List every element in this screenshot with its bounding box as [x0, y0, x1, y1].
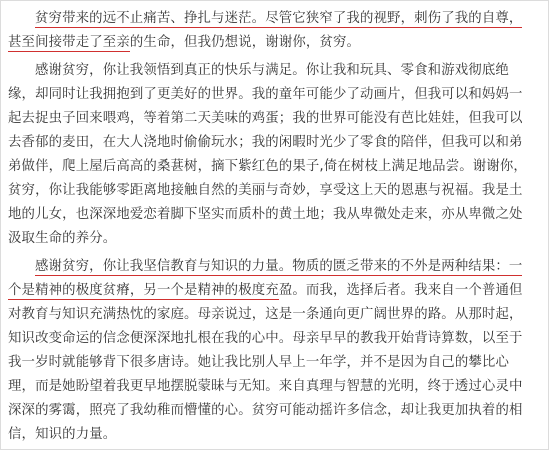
text-line: 知识改变命运的信念便深深地扎根在我的心中。母亲早早的教我开始背诗算数，以至于 — [8, 331, 523, 346]
text-line: 汲取生命的养分。 — [8, 231, 117, 246]
underlined-text: 甚至间接带走了至亲 — [8, 35, 130, 50]
text-line — [8, 7, 537, 31]
text-line: 理，而是她盼望着我更早地摆脱蒙昧与无知。来自真理与智慧的光明，终于透过心灵中 — [8, 379, 523, 394]
text-line — [8, 31, 537, 55]
text-line — [8, 279, 537, 303]
text-line: 地的儿女，也深深地爱恋着脚下坚实而质朴的黄土地；我从卑微处走来，亦从卑微之处 — [8, 207, 523, 222]
text-line: 弟做伴，爬上屋后高高的桑葚树，摘下紫红色的果子,倚在树枝上满足地品尝。谢谢你， — [8, 159, 527, 174]
plain-text: 盈。而我，选择后者。我来自一个普通但 — [278, 283, 523, 298]
text-line: 感谢贫穷，你让我领悟到真正的快乐与满足。你让我和玩具、零食和游戏彻底绝 — [35, 63, 509, 78]
underlined-text: 贫穷带来的远不止痛苦、挣扎与迷茫。尽管它狭窄了我的视野，刺伤了我的自尊， — [35, 11, 523, 26]
text-line: 信，知识的力量。 — [8, 427, 117, 442]
text-line: 贫穷，你让我能够零距离地接触自然的美丽与奇妙，享受这上天的恩惠与祝福。我是土 — [8, 183, 523, 198]
text-line: 去香郁的麦田，在大人浇地时偷偷玩水；我的闲暇时光少了零食的陪伴，但我可以和弟 — [8, 135, 523, 150]
text-line — [8, 255, 537, 279]
paragraph-nature — [8, 59, 537, 251]
underlined-text: 个是精神的极度贫瘠，另一个是精神的极度充 — [8, 283, 279, 298]
text-line: 对教育与知识充满热忱的家庭。母亲说过，这是一条通向更广阔世界的路。从那时起， — [8, 307, 523, 322]
text-line: 我一岁时就能够背下很多唐诗。她让我比别人早上一年学，并不是因为自己的攀比心 — [8, 355, 510, 370]
plain-text: 的生命，但我仍想说，谢谢你，贫穷。 — [129, 35, 361, 50]
text-line: 缘，却同时让我拥抱到了更美好的世界。我的童年可能少了动画片，但我可以和妈妈一 — [8, 87, 523, 102]
text-line: 起去捉虫子回来喂鸡，等着第二天美味的鸡蛋；我的世界可能没有芭比娃娃，但我可以 — [8, 111, 523, 126]
paragraph-education — [8, 255, 537, 447]
underlined-text: 感谢贫穷，你让我坚信教育与知识的力量。物质的匮乏带来的不外是两种结果：一 — [35, 259, 523, 274]
paragraph-intro — [8, 7, 537, 55]
text-line: 深深的雾霭，照亮了我幼稚而懵懂的心。贫穷可能动摇许多信念，却让我更加执着的相 — [8, 403, 523, 418]
